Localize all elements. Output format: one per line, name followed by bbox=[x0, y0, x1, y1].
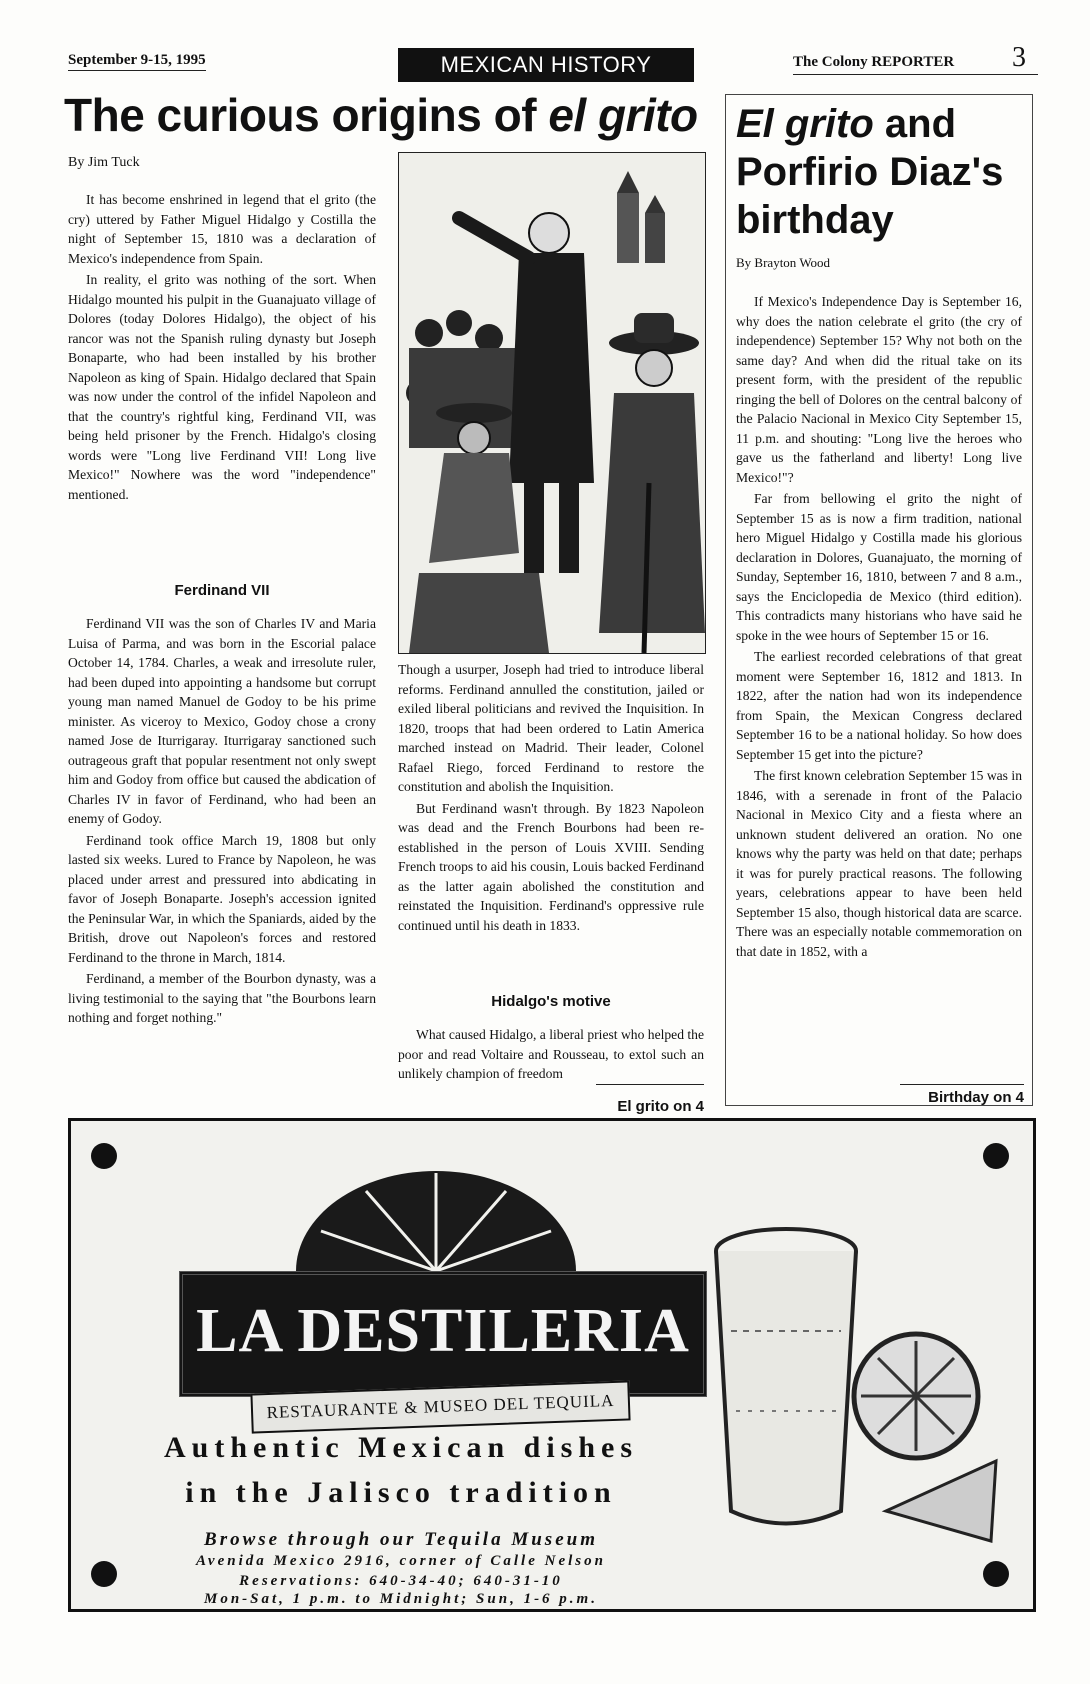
article-column-2b bbox=[398, 1025, 704, 1086]
paragraph: What caused Hidalgo, a liberal priest who helped the poor and read Voltaire and Rousseau, to extol such an unlikely champion of freedom bbox=[398, 1027, 705, 1081]
paragraph: It has become enshrined in legend that el grito (the cry) uttered by Father Miguel Hidalgo y Costilla the night of September 15, 1810 was a declaration of Mexico's independence from Spain. bbox=[68, 192, 376, 266]
page-number: 3 bbox=[1012, 42, 1026, 73]
corner-screw-icon bbox=[91, 1143, 117, 1169]
sidebar-jump-rule bbox=[900, 1084, 1024, 1085]
sidebar-byline: By Brayton Wood bbox=[736, 255, 831, 270]
article-column-1 bbox=[68, 190, 376, 506]
paragraph: But Ferdinand wasn't through. By 1823 Napoleon was dead and the French Bourbons had been re-established in the person of Louis XVIII. Sending French troops to aid his cousin, Louis backed Ferdinand as the latter again abolished the constitution and reinstated the Inquisition. Ferdinand's oppressive rule continued until his death in 1833. bbox=[398, 800, 704, 933]
paragraph: Far from bellowing el grito the night of September 15 as is now a firm tradition, national hero Miguel Hidalgo y Costilla made his glorious declaration in Dolores, Guanajuato, the morning of Sunday, September 16, 1810, between 7 and 8 a.m., says the Enciclopedia de Mexico (third edition). This contradicts many historians who have said he spoke in the wee hours of September 15 or 16. bbox=[736, 491, 1022, 643]
masthead-rule bbox=[793, 74, 1038, 75]
jump-birthday: Birthday on 4 bbox=[928, 1089, 1024, 1106]
ad-tagline-1: Authentic Mexican dishes bbox=[164, 1431, 638, 1464]
paragraph: Ferdinand took office March 19, 1808 but only lasted six weeks. Lured to France by Napoleon, he was placed under arrest and pressured into abdicating in favor of Joseph Bonaparte. Joseph's accession ignited the Peninsular War, in which the Spaniards, aided by the British, drove out Napoleon's forces and restored Ferdinand to the throne in March, 1814. bbox=[68, 832, 376, 965]
subhead-ferdinand: Ferdinand VII bbox=[174, 582, 270, 599]
sidebar-headline bbox=[736, 100, 1026, 244]
ad-reservations: Reservations: 640-34-40; 640-31-10 bbox=[239, 1573, 563, 1589]
ad-tagline-2: in the Jalisco tradition bbox=[185, 1476, 617, 1509]
issue-date: September 9-15, 1995 bbox=[68, 52, 206, 71]
paragraph: If Mexico's Independence Day is September 16, why does the nation celebrate el grito (the cry of independence) September 15? Why not both on the same day? And when did the ritual take on its present form, with the president of the republic ringing the bell of Dolores on the central balcony of the Palacio Nacional in Mexico City September 15, 11 p.m. and shouting: "Long live the heroes who gave us the fatherland and liberty! Long live Mexico!"? bbox=[736, 294, 1022, 485]
publication-name: The Colony REPORTER bbox=[793, 54, 955, 70]
ad-hours: Mon-Sat, 1 p.m. to Midnight; Sun, 1-6 p.m. bbox=[204, 1591, 598, 1607]
logo-banner bbox=[179, 1271, 707, 1397]
paragraph: The earliest recorded celebrations of that great moment were September 16, 1812 and 1813. In 1822, after the nation had won its independence from Spain, the Mexican Congress declared September 16 to be a national holiday. So how does September 15 get into the picture? bbox=[736, 649, 1022, 762]
corner-screw-icon bbox=[983, 1143, 1009, 1169]
jump-el-grito: El grito on 4 bbox=[617, 1098, 704, 1115]
paragraph: In reality, el grito was nothing of the sort. When Hidalgo mounted his pulpit in the Guanajuato village of Dolores (today Dolores Hidalgo), the object of his rancor was not the Spanish ruling dynasty but Joseph Bonaparte, who had been installed by his brother Napoleon as king of Spain. Hidalgo declared that Spain was now under the control of the infidel Napoleon and that the country's rightful king, Ferdinand VII, was being held prisoner by the French. Hidalgo's closing words were "Long live Ferdinand VII! Long live Mexico!" Nowhere was the word "independence" mentioned. bbox=[68, 272, 376, 502]
section-banner: MEXICAN HISTORY bbox=[398, 48, 694, 82]
tequila-glass-lime-icon bbox=[706, 1211, 1006, 1551]
corner-screw-icon bbox=[983, 1561, 1009, 1587]
advertisement-la-destileria bbox=[68, 1118, 1036, 1612]
sidebar-body bbox=[736, 292, 1022, 963]
headline-text: The curious origins of bbox=[64, 89, 549, 141]
subhead-hidalgo-motive: Hidalgo's motive bbox=[491, 993, 611, 1010]
restaurant-name: LA DESTILERIA bbox=[196, 1297, 690, 1365]
main-headline bbox=[64, 88, 698, 142]
ribbon-text: RESTAURANTE & MUSEO DEL TEQUILA bbox=[266, 1390, 615, 1423]
headline-italic: el grito bbox=[548, 89, 698, 141]
article-column-1b bbox=[68, 614, 376, 1030]
sunburst-icon bbox=[286, 1161, 586, 1271]
paragraph: The first known celebration September 15 was in 1846, with a serenade in front of the Palacio Nacional in Mexico City and a fiesta where an unknown student delivered an oration. No one knows why the party was held on that date; perhaps it was for purely practical reasons. The following years, celebrations appear to have been held September 15 also, though historical data are scarce. There was an especially notable commemoration on that date in 1852, with a bbox=[736, 768, 1022, 959]
sidebar-title-italic: El grito bbox=[736, 102, 874, 146]
jump-rule bbox=[596, 1084, 704, 1085]
ad-address: Avenida Mexico 2916, corner of Calle Nelson bbox=[196, 1553, 606, 1569]
paragraph: Though a usurper, Joseph had tried to introduce liberal reforms. Ferdinand annulled the constitution, jailed or exiled liberal politicians and revived the Inquisition. In 1820, troops that had been ordered to Latin America marched instead on Madrid. Their leader, Colonel Rafael Riego, forced Ferdinand to restore the constitution and abolish the Inquisition. bbox=[398, 662, 704, 794]
paragraph: Ferdinand VII was the son of Charles IV and Maria Luisa of Parma, and was born in the Escorial palace October 14, 1784. Charles, a weak and irresolute ruler, had been duped into appointing a handsome but corrupt young man named Manuel de Godoy to be his prime minister. As viceroy to Mexico, Godoy chose a crony named Jose de Iturrigaray. Iturrigaray sanctioned such outrageous graft that popular resentment not only swept him and Godoy from office but caused the abdication of Charles IV in favor of Ferdinand, who had been an enemy of Godoy. bbox=[68, 616, 376, 826]
paragraph: Ferdinand, a member of the Bourbon dynasty, was a living testimonial to the saying that "the Bourbons learn nothing and forget nothing." bbox=[68, 971, 376, 1025]
ad-museum-line: Browse through our Tequila Museum bbox=[204, 1529, 598, 1550]
main-byline: By Jim Tuck bbox=[68, 155, 140, 170]
illustration-drawing bbox=[399, 153, 705, 653]
hidalgo-illustration bbox=[398, 152, 706, 654]
article-column-2 bbox=[398, 660, 704, 937]
sidebar-title-text: and Porfirio Diaz's birthday bbox=[736, 102, 1004, 242]
